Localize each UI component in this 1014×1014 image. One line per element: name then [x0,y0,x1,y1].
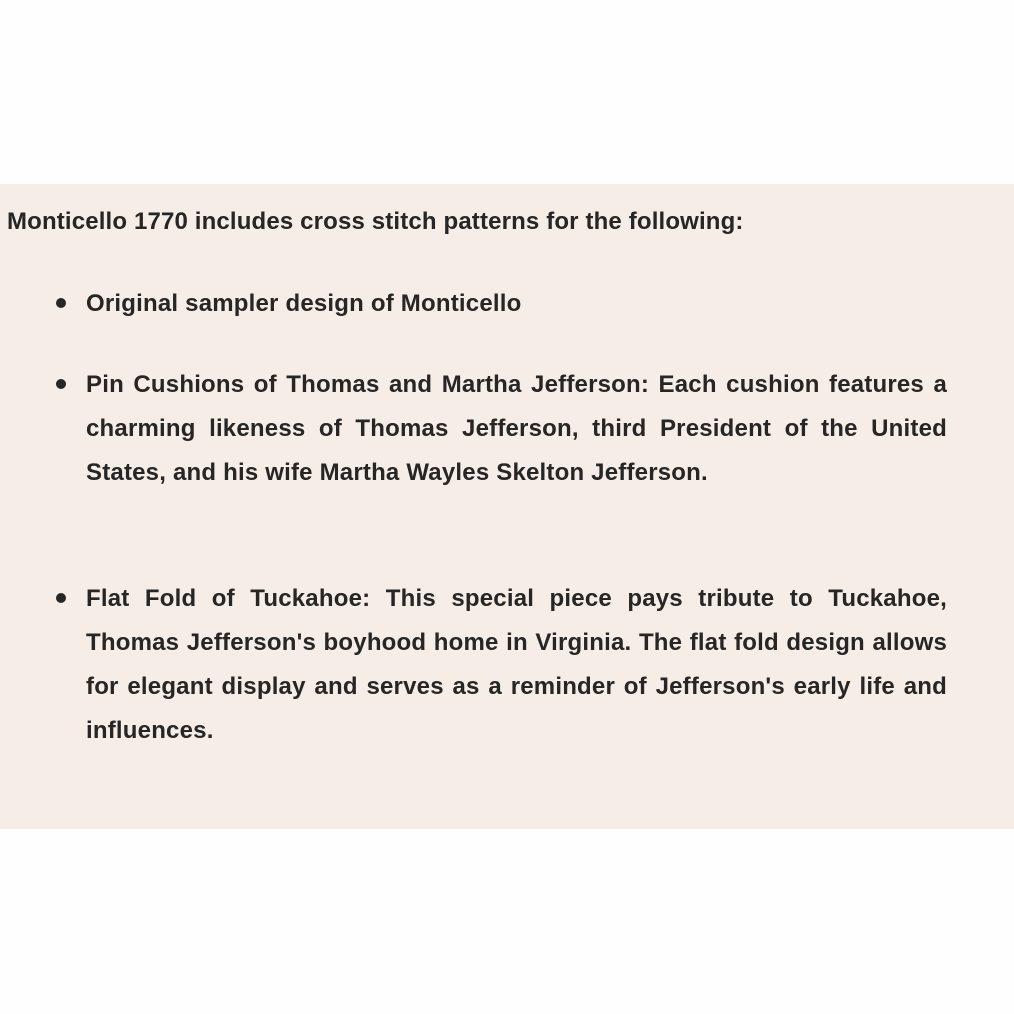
list-item [86,282,947,326]
content-panel [0,184,1014,829]
list-item [86,577,947,753]
list-item-text: Original sampler design of Monticello [86,290,522,317]
list-item-text: Flat Fold of Tuckahoe: This special piece pays tribute to Tuckahoe, Thomas Jefferson's boyhood home in Virginia. The flat fold design allows for elegant display and serves as a reminder of Jefferson's early life and influences. [86,585,947,744]
bullet-icon [56,593,66,603]
intro-text: Monticello 1770 includes cross stitch patterns for the following: [7,208,744,235]
bullet-icon [56,298,66,308]
bullet-icon [56,379,66,389]
list-item [86,363,947,495]
list-item-text: Pin Cushions of Thomas and Martha Jefferson: Each cushion features a charming likeness of Thomas Jefferson, third President of the United States, and his wife Martha Wayles Skelton Jefferson. [86,371,947,486]
